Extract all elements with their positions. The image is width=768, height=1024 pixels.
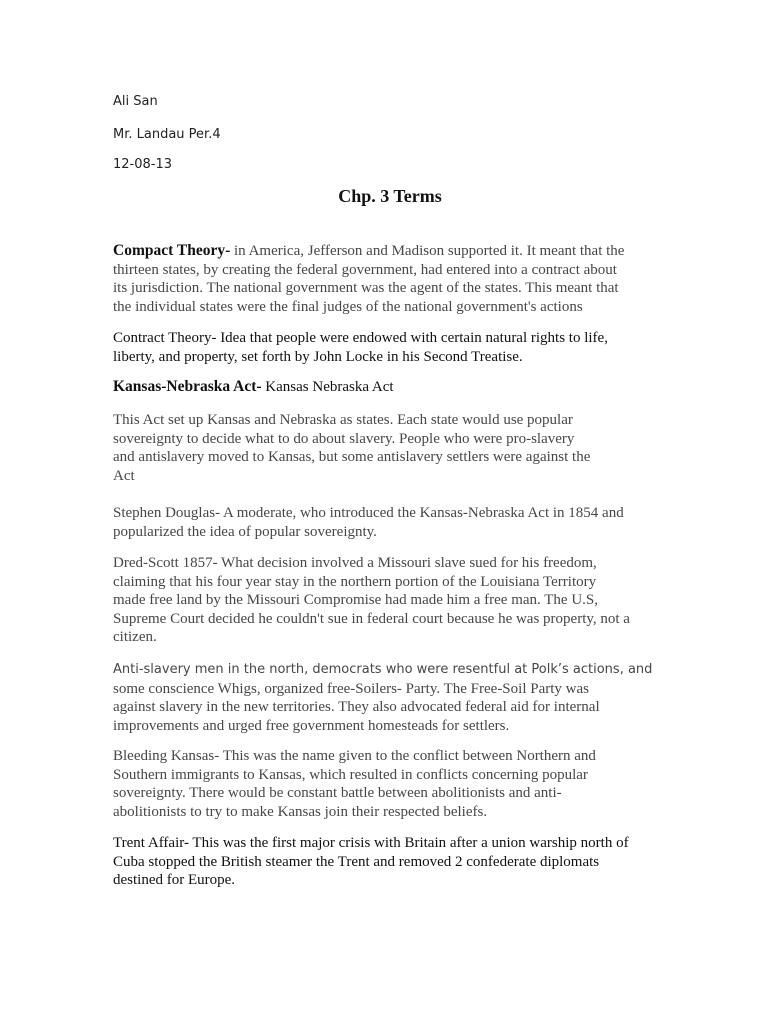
kansas-nebraska-line-2: sovereignty to decide what to do about slavery. People who were pro-slavery	[113, 430, 575, 447]
stephen-douglas-line-1: Stephen Douglas- A moderate, who introduced the Kansas-Nebraska Act in 1854 and	[113, 505, 624, 521]
contract-theory-line-2: liberty, and property, set forth by John Locke in his Second Treatise.	[113, 348, 523, 365]
compact-theory-paragraph	[113, 242, 673, 316]
compact-theory-line-4: the individual states were the final judges of the national government's actions	[113, 298, 583, 315]
compact-theory-text: in America, Jefferson and Madison supported it. It meant that the	[230, 243, 625, 259]
compact-theory-line-3: its jurisdiction. The national government was the agent of the states. This meant that	[113, 280, 619, 296]
trent-affair-line-2: Cuba stopped the British steamer the Trent and removed 2 confederate diplomats	[113, 853, 600, 870]
student-name: Ali San	[113, 94, 158, 109]
free-soil-line-1: Anti-slavery men in the north, democrats who were resentful at Polk’s actions, and	[113, 662, 653, 677]
compact-theory-line-1	[113, 242, 673, 261]
stephen-douglas-line-2: popularized the idea of popular sovereignty.	[113, 523, 377, 540]
free-soil-line-4: improvements and urged free government homesteads for settlers.	[113, 717, 510, 734]
kansas-nebraska-line-3: and antislavery moved to Kansas, but some antislavery settlers were against the	[113, 449, 591, 465]
dred-scott-line-4: Supreme Court decided he couldn't sue in federal court because he was property, not a	[113, 610, 630, 627]
kansas-nebraska-paragraph	[113, 411, 673, 485]
contract-theory-paragraph	[113, 329, 673, 366]
kansas-nebraska-heading	[113, 378, 673, 397]
dred-scott-line-3: made free land by the Missouri Compromise had made him a free man. The U.S,	[113, 592, 599, 608]
free-soil-paragraph	[113, 661, 673, 735]
trent-affair-line-3: destined for Europe.	[113, 872, 236, 888]
date-line: 12-08-13	[113, 157, 173, 172]
teacher-period: Mr. Landau Per.4	[113, 127, 221, 142]
dred-scott-line-5: citizen.	[113, 629, 157, 645]
bleeding-kansas-line-2: Southern immigrants to Kansas, which resulted in conflicts concerning popular	[113, 766, 588, 783]
trent-affair-paragraph	[113, 834, 673, 890]
kansas-nebraska-line-4: Act	[113, 467, 135, 484]
kansas-nebraska-heading-line	[113, 378, 673, 397]
free-soil-line-2: some conscience Whigs, organized free-Soilers- Party. The Free-Soil Party was	[113, 680, 589, 697]
kansas-nebraska-rest: Kansas Nebraska Act	[261, 379, 394, 395]
page-title: Chp. 3 Terms	[338, 186, 442, 206]
kansas-nebraska-term: Kansas-Nebraska Act-	[113, 378, 262, 395]
trent-affair-line-1: Trent Affair- This was the first major crisis with Britain after a union warship north of	[113, 835, 629, 851]
compact-theory-line-2: thirteen states, by creating the federal government, had entered into a contract about	[113, 261, 617, 278]
bleeding-kansas-line-3: sovereignty. There would be constant battle between abolitionists and anti-	[113, 785, 562, 801]
bleeding-kansas-line-1: Bleeding Kansas- This was the name given to the conflict between Northern and	[113, 748, 596, 764]
bleeding-kansas-paragraph	[113, 747, 673, 821]
compact-theory-term: Compact Theory-	[113, 242, 231, 259]
bleeding-kansas-line-4: abolitionists to try to make Kansas join their respected beliefs.	[113, 803, 488, 820]
dred-scott-paragraph	[113, 554, 673, 647]
contract-theory-line-1: Contract Theory- Idea that people were endowed with certain natural rights to life,	[113, 330, 608, 346]
kansas-nebraska-line-1: This Act set up Kansas and Nebraska as states. Each state would use popular	[113, 412, 573, 428]
free-soil-line-3: against slavery in the new territories. They also advocated federal aid for internal	[113, 699, 600, 715]
dred-scott-line-2: claiming that his four year stay in the northern portion of the Louisiana Territory	[113, 573, 597, 590]
dred-scott-line-1: Dred-Scott 1857- What decision involved a Missouri slave sued for his freedom,	[113, 555, 597, 571]
stephen-douglas-paragraph	[113, 504, 673, 541]
